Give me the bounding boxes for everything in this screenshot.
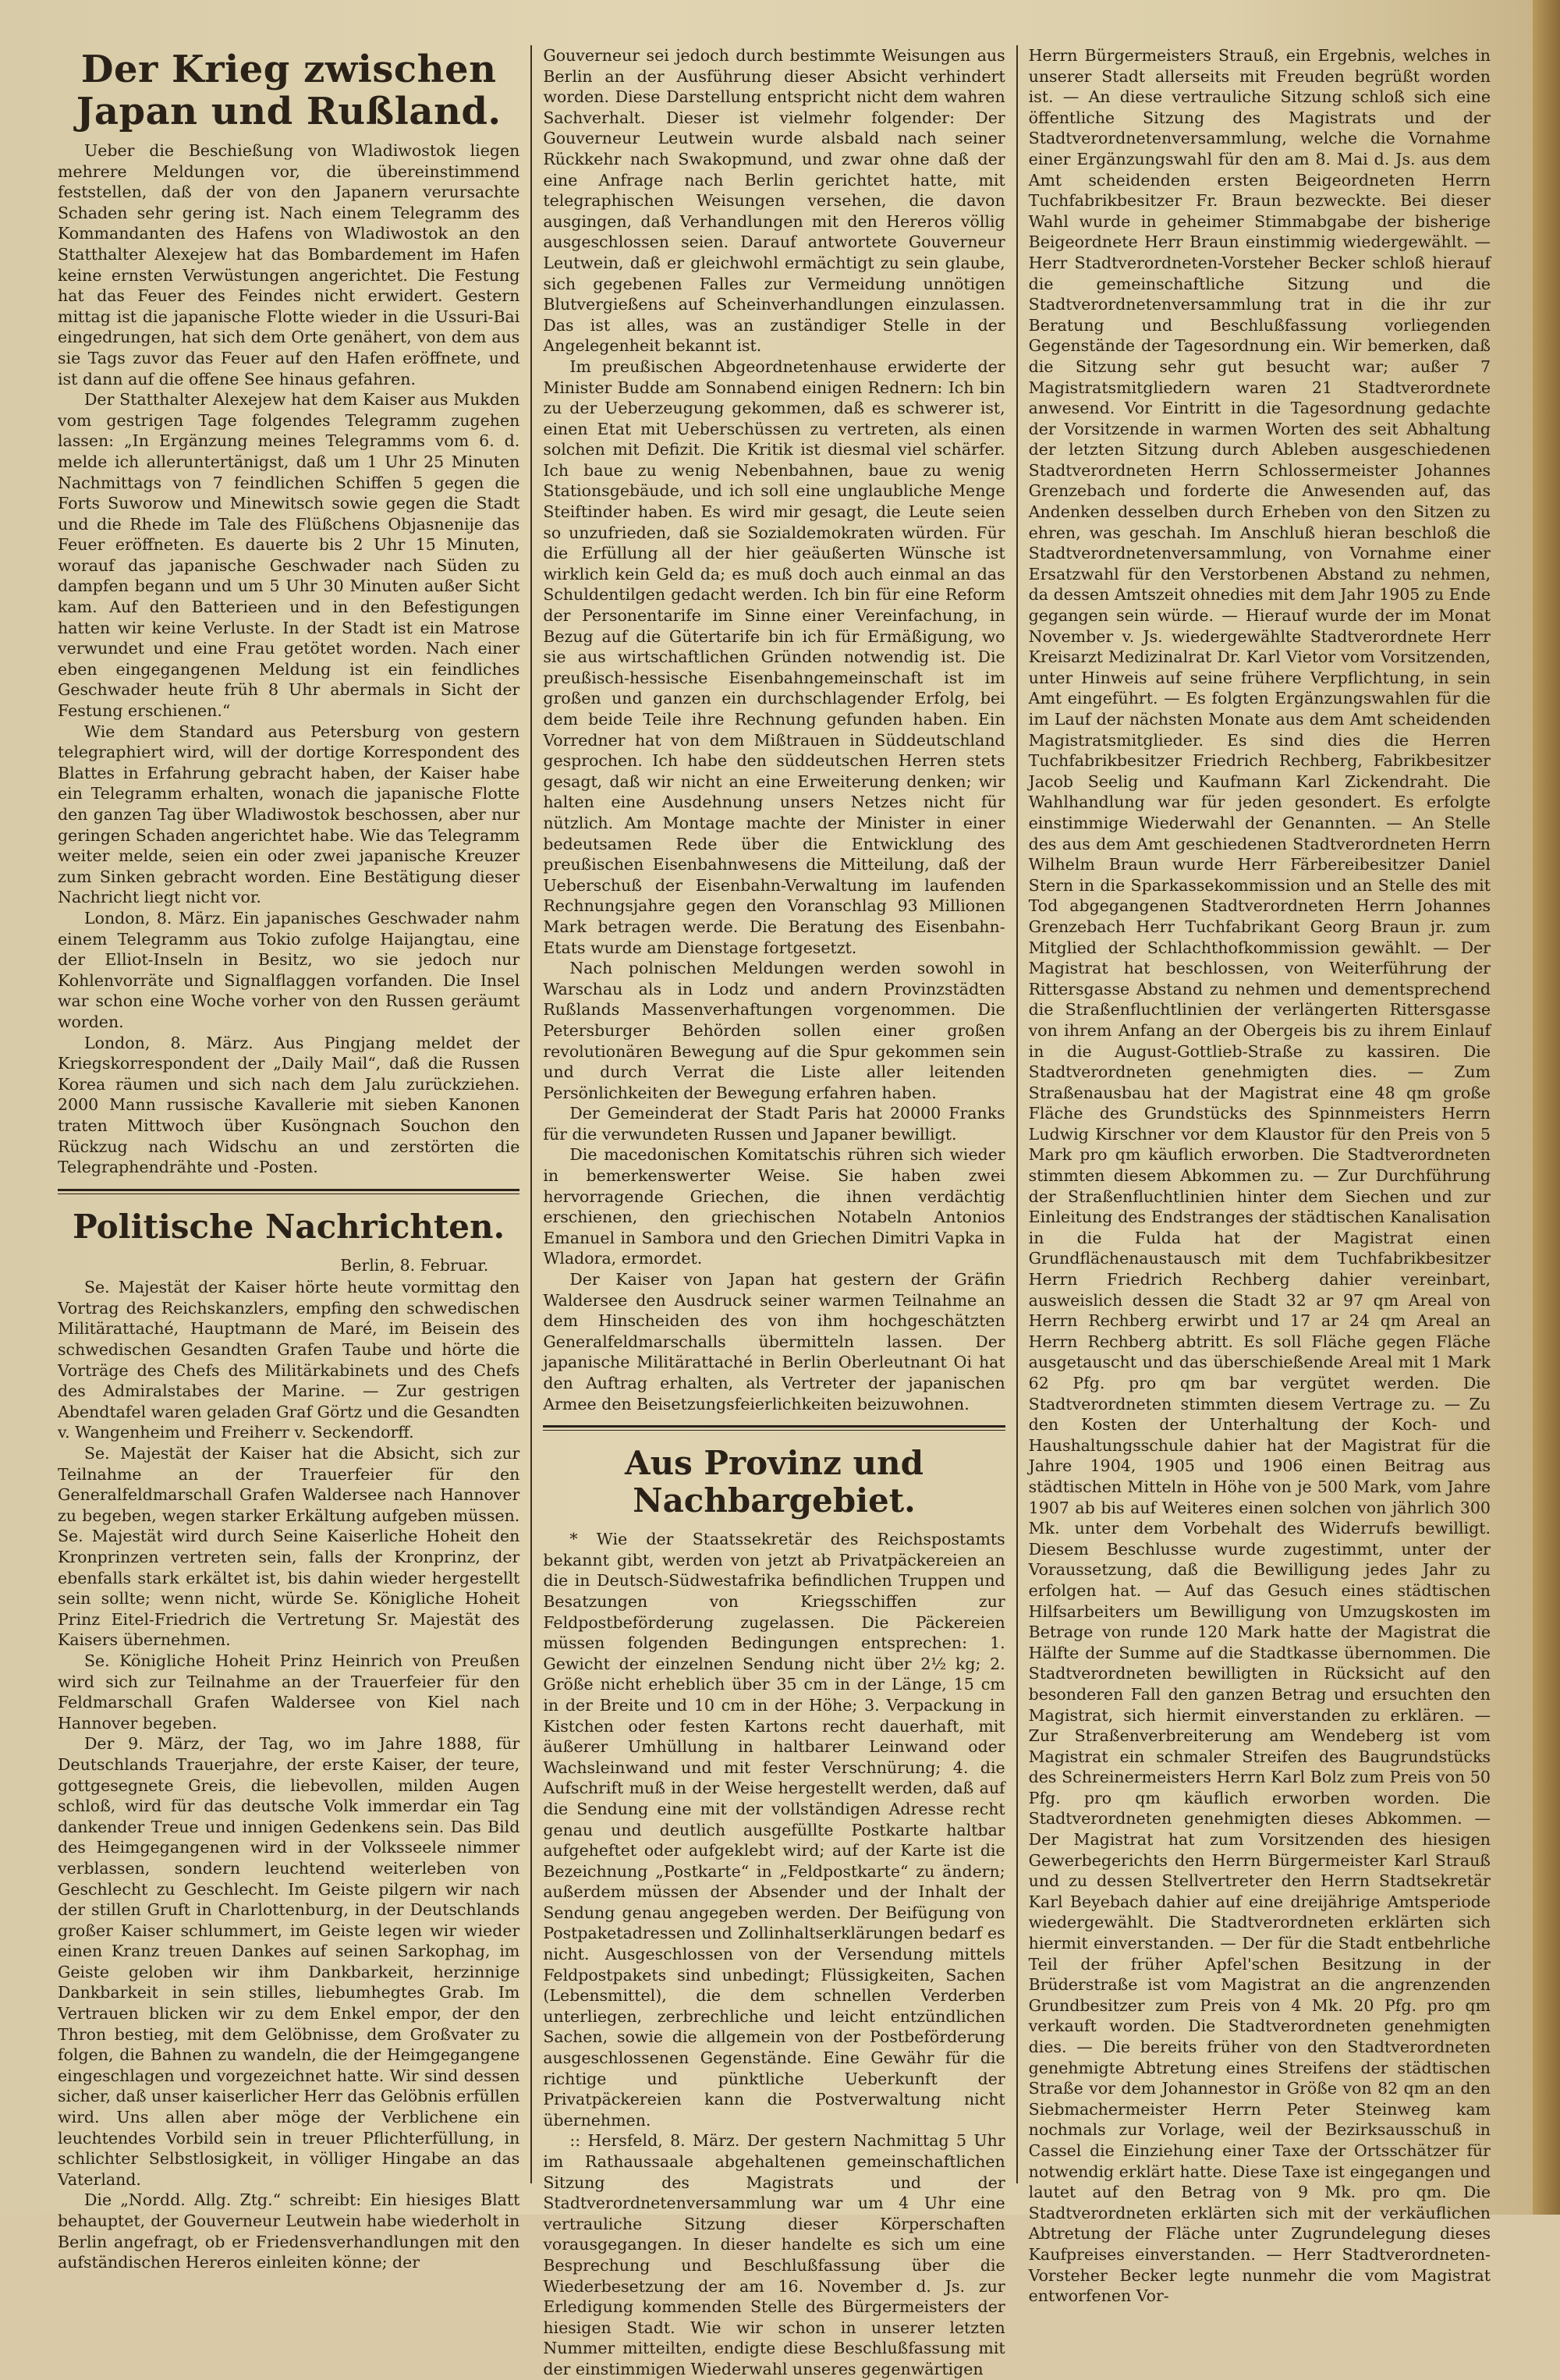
paragraph: * Wie der Staatssekretär des Reichspostamts bekannt gibt, werden von jetzt ab Privatpäckereien an die in Deutsch-Südwestafrika befindlichen Truppen und Besatzungen von Kriegsschiffen zur Feldpostbeförderung zugelassen. Die Päckereien müssen folgenden Bedingungen entsprechen: 1. Gewicht der einzelnen Sendung nicht über 2½ kg; 2. Größe nicht erheblich über 35 cm in der Länge, 15 cm in der Breite und 10 cm in der Höhe; 3. Verpackung in Kistchen oder festen Kartons recht dauerhaft, mit äußerer Umhüllung in haltbarer Leinwand oder Wachsleinwand und mit fester Verschnürung; 4. die Aufschrift muß in der Weise hergestellt werden, daß auf die Sendung eine mit der vollständigen Adresse recht genau und deutlich ausgefüllte Postkarte haltbar aufgeheftet oder aufgeklebt wird; auf der Karte ist die Bezeichnung „Postkarte“ in „Feldpostkarte“ zu ändern; außerdem müssen der Absender und der Inhalt der Sendung genau angegeben werden. Der Beifügung von Postpaketadressen und Zollinhaltserklärungen bedarf es nicht. Ausgeschlossen von der Versendung mittels Feldpostpakets sind unbedingt; Flüssigkeiten, Sachen (Lebensmittel), die dem schnellen Verderben unterliegen, zerbrechliche und leicht entzündlichen Sachen, sowie die allgemein von der Postbeförderung ausgeschlossenen Gegenstände. Eine Gewähr für die richtige und pünktliche Ueberkunft der Privatpäckereien kann die Postverwaltung nicht übernehmen. [543, 1530, 1005, 2130]
paragraph: Ueber die Beschießung von Wladiwostok liegen mehrere Meldungen vor, die übereinstimmend feststellen, daß der von den Japanern verursachte Schaden sehr gering ist. Nach einem Telegramm des Kommandanten des Hafens von Wladiwostok an den Statthalter Alexejew hat das Bombardement im Hafen keine ernsten Verwüstungen angerichtet. Die Festung hat das Feuer des Feindes nicht erwidert. Gestern mittag ist die japanische Flotte wieder in die Ussuri-Bai eingedrungen, hat sich dem Orte genähert, von dem aus sie Tags zuvor das Feuer auf den Hafen eröffnete, und ist dann auf die offene See hinaus gefahren. [58, 141, 520, 388]
dateline: Berlin, 8. Februar. [340, 1255, 489, 1275]
paragraph: Die macedonischen Komitatschis rühren sich wieder in bemerkenswerter Weise. Sie haben zwei hervorragende Griechen, die ihnen verdächtig erschienen, den griechischen Notabeln Antonios Emanuel in Sambora und den Griechen Dimitri Vapka in Wladora, ermordet. [543, 1145, 1005, 1268]
section-divider [543, 1425, 1005, 1431]
headline-province: Aus Provinz und Nachbargebiet. [625, 1444, 924, 1520]
columns [47, 45, 1502, 2378]
paragraph: Der Gemeinderat der Stadt Paris hat 20000 Franks für die verwundeten Russen und Japaner bewilligt. [543, 1104, 1005, 1144]
section-divider [58, 1189, 519, 1194]
paragraph: Nach polnischen Meldungen werden sowohl in Warschau als in Lodz und andern Provinzstädten Rußlands Massenverhaftungen vorgenommen. Die Petersburger Behörden sollen einer großen revolutionären Bewegung auf die Spur gekommen sein und durch Verrat die Liste aller leitenden Persönlichkeiten der Bewegung erfahren haben. [543, 959, 1005, 1102]
page-edge [1533, 0, 1560, 2215]
paragraph: Se. Majestät der Kaiser hörte heute vormittag den Vortrag des Reichskanzlers, empfing den schwedischen Militärattaché, Hauptmann de Maré, im Beisein des schwedischen Gesandten Grafen Taube und hörte die Vorträge des Chefs des Militärkabinets und des Chefs des Admiralstabes der Marine. — Zur gestrigen Abendtafel waren geladen Graf Görtz und die Gesandten v. Wangenheim und Freiherr v. Seckendorff. [58, 1278, 520, 1442]
column-1 [47, 45, 530, 2272]
paragraph: Der Kaiser von Japan hat gestern der Gräfin Waldersee den Ausdruck seiner warmen Teilnahme an dem Hinscheiden des von ihm hochgeschätzten Generalfeldmarschalls übermitteln lassen. Der japanische Militärattaché in Berlin Oberleutnant Oi hat den Auftrag erhalten, als Vertreter der japanischen Armee den Beisetzungsfeierlichkeiten beizuwohnen. [543, 1270, 1005, 1413]
paragraph: Gouverneur sei jedoch durch bestimmte Weisungen aus Berlin an der Ausführung dieser Absicht verhindert worden. Diese Darstellung entspricht nicht dem wahren Sachverhalt. Dieser ist vielmehr folgender: Der Gouverneur Leutwein wurde alsbald nach seiner Rückkehr nach Swakopmund, und zwar ohne daß der eine Anfrage nach Berlin gerichtet hatte, mit telegraphischen Weisungen versehen, die davon ausgingen, daß Verhandlungen mit den Hereros völlig ausgeschlossen seien. Darauf antwortete Gouverneur Leutwein, daß er gleichwohl ermächtigt zu sein glaube, sich gegebenen Falles zur Vermeidung unnötigen Blutvergießens auf Scheinverhandlungen einzulassen. Das ist alles, was an zuständiger Stelle in der Angelegenheit bekannt ist. [543, 46, 1005, 356]
paragraph: :: Hersfeld, 8. März. Der gestern Nachmittag 5 Uhr im Rathaussaale abgehaltenen gemeinschaftlichen Sitzung des Magistrats und der Stadtverordnetenversammlung war um 4 Uhr eine vertrauliche Sitzung dieser Körperschaften vorausgegangen. In dieser handelte es sich um eine Besprechung und Beschlußfassung über die Wiederbesetzung der am 16. November d. Js. zur Erledigung kommenden Stelle des Bürgermeisters der hiesigen Stadt. Wie wir schon in unserer letzten Nummer mitteilten, endigte diese Beschlußfassung mit der einstimmigen Wiederwahl unseres gegenwärtigen [543, 2131, 1005, 2378]
paragraph: Se. Majestät der Kaiser hat die Absicht, sich zur Teilnahme an der Trauerfeier für den Generalfeldmarschall Grafen Waldersee nach Hannover zu begeben, wegen starker Erkältung aufgeben müssen. Se. Majestät wird durch Seine Kaiserliche Hoheit den Kronprinzen vertreten sein, falls der Kronprinz, der ebenfalls stark erkältet ist, bis dahin wieder hergestellt sein sollte; wenn nicht, würde Se. Königliche Hoheit Prinz Eitel-Friedrich die Vertretung Sr. Majestät des Kaisers übernehmen. [58, 1444, 520, 1650]
paragraph: Im preußischen Abgeordnetenhause erwiderte der Minister Budde am Sonnabend einigen Rednern: Ich bin zu der Ueberzeugung gekommen, daß es schwerer ist, einen Etat mit Ueberschüssen zu vertreten, als einen solchen mit Defizit. Die Kritik ist diesmal viel schärfer. Ich baue zu wenig Nebenbahnen, baue zu wenig Stationsgebäude, und ich soll eine unglaubliche Menge Steiftinder haben. Es wird mir gesagt, die Leute seien so unzufrieden, daß sie Sozialdemokraten würden. Für die Erfüllung all der hier geäußerten Wünsche ist wirklich kein Geld da; es muß doch auch einmal an das Schuldentilgen gedacht werden. Ich bin für eine Reform der Personentarife im Sinne einer Vereinfachung, in Bezug auf die Gütertarife bin ich für Ermäßigung, wo sie aus wirtschaftlichen Gründen notwendig ist. Die preußisch-hessische Eisenbahngemeinschaft ist im großen und ganzen ein durchschlagender Erfolg, bei dem beide Teile ihre Rechnung gefunden haben. Ein Vorredner hat von dem Mißtrauen in Süddeutschland gesprochen. Ich habe den süddeutschen Herren stets gesagt, daß wir nicht an eine Erweiterung denken; wir halten eine Ausdehnung unsers Netzes nicht für nützlich. Am Montage machte der Minister in einer bedeutsamen Rede über die Entwicklung des preußischen Eisenbahnwesens die Mitteilung, daß der Ueberschuß der Eisenbahn-Verwaltung im laufenden Rechnungsjahre gegen den Voranschlag 93 Millionen Mark betragen werde. Die Beratung des Eisenbahn-Etats wurde am Dienstage fortgesetzt. [543, 356, 1005, 957]
paragraph: Herrn Bürgermeisters Strauß, ein Ergebnis, welches in unserer Stadt allerseits mit Freuden begrüßt worden ist. — An diese vertrauliche Sitzung schloß sich eine öffentliche Sitzung des Magistrats und der Stadtverordnetenversammlung, welche die Vornahme einer Ergänzungswahl für den am 8. Mai d. Js. aus dem Amt scheidenden ersten Beigeordneten Herrn Tuchfabrikbesitzer Fr. Braun bezweckte. Bei dieser Wahl wurde in geheimer Stimmabgabe der bisherige Beigeordnete Herr Braun einstimmig wiedergewählt. — Herr Stadtverordneten-Vorsteher Becker schloß hierauf die gemeinschaftliche Sitzung und die Stadtverordnetenversammlung trat in die ihr zur Beratung und Beschlußfassung vorliegenden Gegenstände der Tagesordnung ein. Wir bemerken, daß die Sitzung sehr gut besucht war; außer 7 Magistratsmitgliedern waren 21 Stadtverordnete anwesend. Vor Eintritt in die Tagesordnung gedachte der Vorsitzende in warmen Worten des seit Abhaltung der letzten Sitzung durch Ableben ausgeschiedenen Stadtverordneten Herrn Schlossermeister Johannes Grenzebach und forderte die Anwesenden auf, das Andenken desselben durch Erheben von den Sitzen zu ehren, was geschah. Im Anschluß hieran beschloß die Stadtverordnetenversammlung, von Vornahme einer Ersatzwahl für den Verstorbenen Abstand zu nehmen, da dessen Amtszeit ohnedies mit dem Jahr 1905 zu Ende gegangen sein würde. — Hierauf wurde der im Monat November v. Js. wiedergewählte Stadtverordnete Herr Kreisarzt Medizinalrat Dr. Karl Vietor vom Vorsitzenden, unter Hinweis auf seine frühere Verpflichtung, in sein Amt eingeführt. — Es folgten Ergänzungswahlen für die im Lauf der nächsten Monate aus dem Amt scheidenden Magistratsmitglieder. Es sind dies die Herren Tuchfabrikbesitzer Friedrich Rechberg, Fabrikbesitzer Jacob Seelig und Kaufmann Karl Zickendraht. Die Wahlhandlung war für jeden gesondert. Es erfolgte einstimmige Wiederwahl der Genannten. — An Stelle des aus dem Amt geschiedenen Stadtverordneten Herrn Wilhelm Braun wurde Herr Färbereibesitzer Daniel Stern in die Sparkassekommission und an Stelle des mit Tod abgegangenen Stadtverordneten Herrn Johannes Grenzebach Herr Tuchfabrikant Georg Braun jr. zum Mitglied der Schlachthofkommission gewählt. — Der Magistrat hat beschlossen, von Weiterführung der Rittersgasse Abstand zu nehmen und dementsprechend die Straßenfluchtlinien der verlängerten Rittersgasse von ihrem Anfang an der Obergeis bis zu ihrem Einlauf in die August-Gottlieb-Straße zu kassiren. Die Stadtverordneten genehmigten dies. — Zum Straßenausbau hat der Magistrat eine 48 qm große Fläche des Grundstücks des Spinnmeisters Herrn Ludwig Kirschner vor dem Klaustor für den Preis von 5 Mark pro qm käuflich erworben. Die Stadtverordneten stimmten diesem Abkommen zu. — Zur Durchführung der Straßenfluchtlinien hinter dem Siechen und zur Einleitung des Endstranges der städtischen Kanalisation in die Fulda hat der Magistrat einen Grundflächenaustausch mit dem Tuchfabrikbesitzer Herrn Friedrich Rechberg dahier vereinbart, ausweislich dessen die Stadt 32 ar 97 qm Areal von Herrn Rechberg erwirbt und 17 ar 24 qm Areal an Herrn Rechberg abtritt. Es soll Fläche gegen Fläche ausgetauscht und das überschießende Areal mit 1 Mark 62 Pfg. pro qm bar vergütet werden. Die Stadtverordneten stimmten diesem Vertrage zu. — Zu den Kosten der Unterhaltung der Koch- und Haushaltungsschule dahier hat der Magistrat für die Jahre 1904, 1905 und 1906 einen Beitrag aus städtischen Mitteln in Höhe von je 500 Mark, vom Jahre 1907 ab bis auf Weiteres einen solchen von jährlich 300 Mk. unter dem Vorbehalt des Widerrufs bewilligt. Diesem Beschlusse wurde zugestimmt, unter der Voraussetzung, daß die Bewilligung jedes Jahr zu erfolgen hat. — Auf das Gesuch eines städtischen Hilfsarbeiters um Bewilligung von Umzugskosten im Betrage von runde 120 Mark hatte der Magistrat die Hälfte der Summe auf die Stadtkasse übernommen. Die Stadtverordneten bewilligten in Rücksicht auf den besonderen Fall den ganzen Betrag und ersuchten den Magistrat, sich hiermit einverstanden zu erklären. — Zur Straßenverbreiterung am Wendeberg ist vom Magistrat ein schmaler Streifen des Baugrundstücks des Schreinermeisters Herrn Karl Bolz zum Preis von 50 Pfg. pro qm käuflich erworben worden. Die Stadtverordneten genehmigten dieses Abkommen. — Der Magistrat hat zum Vorsitzenden des hiesigen Gewerbegerichts den Herrn Bürgermeister Karl Strauß und zu dessen Stellvertreter den Herrn Stadtsekretär Karl Beyebach dahier auf eine dreijährige Amtsperiode wiedergewählt. Die Stadtverordneten erklärten sich hiermit einverstanden. — Der für die Stadt entbehrliche Teil der früher Apfel'schen Besitzung in der Brüderstraße ist vom Magistrat an die angrenzenden Grundbesitzer zum Preis von 4 Mk. 20 Pfg. pro qm verkauft worden. Die Stadtverordneten genehmigten dies. — Die bereits früher von den Stadtverordneten genehmigte Abtretung eines Streifens der städtischen Straße vor dem Johannestor in Größe von 82 qm an den Siebmachermeister Herrn Peter Steinweg kam nochmals zur Vorlage, weil der Bezirksausschuß in Cassel die Einziehung einer Taxe der Ortsschätzer für notwendig erklärt hatte. Diese Taxe ist eingegangen und lautet auf den Betrag von 9 Mk. pro qm. Die Stadtverordneten erklärten sich mit der verkäuflichen Abtretung der Fläche unter Zugrundelegung dieses Kaufpreises einverstanden. — Herr Stadtverordneten-Vorsteher Becker legte nunmehr die vom Magistrat entworfenen Vor- [1028, 46, 1491, 2306]
paragraph: Der 9. März, der Tag, wo im Jahre 1888, für Deutschlands Trauerjahre, der erste Kaiser, der teure, gottgesegnete Greis, die liebevollen, milden Augen schloß, wird für das deutsche Volk immerdar ein Tag dankender Treue und innigen Gedenkens sein. Das Bild des Heimgegangenen wird in der Volksseele nimmer verblassen, sondern leuchtend weiterleben von Geschlecht zu Geschlecht. Im Geiste pilgern wir nach der stillen Gruft in Charlottenburg, in der Deutschlands großer Kaiser schlummert, im Geiste legen wir wieder einen Kranz treuen Dankes auf seinen Sarkophag, im Geiste geloben wir ihm Dankbarkeit, herzinnige Dankbarkeit in sein stilles, liebumhegtes Grab. Im Vertrauen blicken wir zu dem Enkel empor, der den Thron bestieg, mit dem Gelöbnisse, dem Großvater zu folgen, die Bahnen zu wandeln, die der Heimgegangene eingeschlagen und vorgezeichnet hatte. Wir sind dessen sicher, daß unser kaiserlicher Herr das Gelöbnis erfüllen wird. Uns allen aber möge der Verblichene ein leuchtendes Vorbild sein in treuer Pflichterfüllung, in schlichter Selbstlosigkeit, in völliger Hingabe an das Vaterland. [58, 1734, 520, 2189]
paragraph: London, 8. März. Ein japanisches Geschwader nahm einem Telegramm aus Tokio zufolge Haijangtau, eine der Elliot-Inseln in Besitz, wo sie jedoch nur Kohlenvorräte und Signalflaggen vorfanden. Die Insel war schon eine Woche vorher von den Russen geräumt worden. [58, 908, 520, 1031]
paragraph: Die „Nordd. Allg. Ztg.“ schreibt: Ein hiesiges Blatt behauptet, der Gouverneur Leutwein habe wiederholt in Berlin angefragt, ob er Friedensverhandlungen mit den aufständischen Hereros einleiten könne; der [58, 2190, 520, 2272]
paragraph: Wie dem Standard aus Petersburg von gestern telegraphiert wird, will der dortige Korrespondent des Blattes in Erfahrung gebracht haben, der Kaiser habe ein Telegramm erhalten, wonach die japanische Flotte den ganzen Tag über Wladiwostok beschossen, aber nur geringen Schaden angerichtet habe. Wie das Telegramm weiter melde, seien ein oder zwei japanische Kreuzer zum Sinken gebracht worden. Eine Bestätigung dieser Nachricht liegt nicht vor. [58, 722, 520, 907]
paragraph: Se. Königliche Hoheit Prinz Heinrich von Preußen wird sich zur Teilnahme an der Trauerfeier für den Feldmarschall Grafen Waldersee von Kiel nach Hannover begeben. [58, 1651, 520, 1733]
paragraph: Der Statthalter Alexejew hat dem Kaiser aus Mukden vom gestrigen Tage folgendes Telegramm zugehen lassen: „In Ergänzung meines Telegramms vom 6. d. melde ich alleruntertänigst, daß um 1 Uhr 25 Minuten Nachmittags von 7 feindlichen Schiffen 5 gegen die Forts Suworow und Minewitsch sowie gegen die Stadt und die Rhede im Tale des Flüßchens Objasnenije das Feuer eröffneten. Es dauerte bis 2 Uhr 15 Minuten, worauf das japanische Geschwader nach Süden zu dampfen begann und um 5 Uhr 30 Minuten außer Sicht kam. Auf den Batterieen und in den Befestigungen hatten wir keine Verluste. In der Stadt ist ein Matrose verwundet und eine Frau getötet worden. Nach einer eben eingegangenen Meldung ist ein feindliches Geschwader heute früh 8 Uhr abermals in Sicht der Festung erschienen.“ [58, 390, 520, 721]
column-2 [530, 45, 1016, 2378]
paragraph: London, 8. März. Aus Pingjang meldet der Kriegskorrespondent der „Daily Mail“, daß die Russen Korea räumen und sich nach dem Jalu zurückziehen. 2000 Mann russische Kavallerie mit sieben Kanonen traten Mittwoch über Kusöngnach Souchon den Rückzug nach Widschu an und zerstörten die Telegraphendrähte und -Posten. [58, 1033, 520, 1177]
headline-politics: Politische Nachrichten. [73, 1207, 505, 1246]
column-3 [1016, 45, 1502, 2306]
headline-war: Der Krieg zwischen Japan und Rußland. [76, 48, 502, 133]
